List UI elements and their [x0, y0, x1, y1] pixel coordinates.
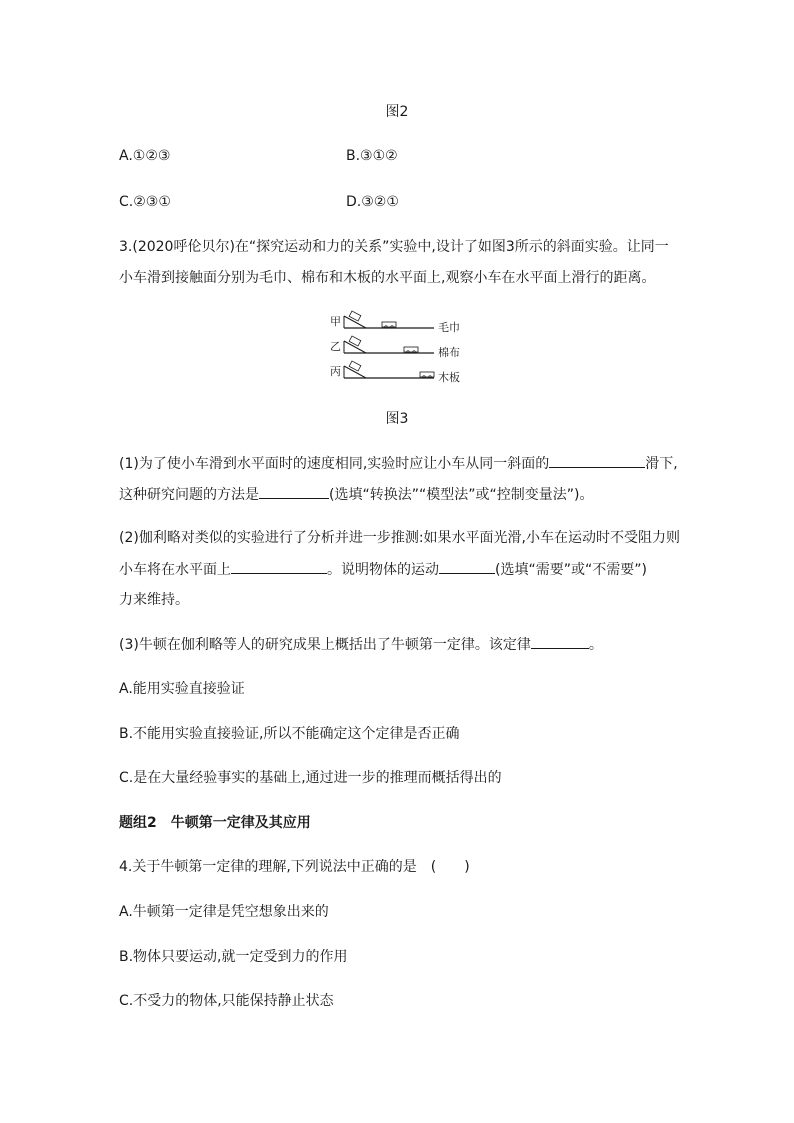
figure-3-diagram: [326, 312, 468, 388]
q3-part1-line2: [119, 484, 593, 505]
q3-part3-option-c: C.是在大量经验事实的基础上,通过进一步的推理而概括得出的: [119, 770, 502, 786]
answer-blank-slope-position[interactable]: [549, 453, 645, 468]
figure-3-caption: 图3: [385, 411, 409, 427]
q3-part1-line1: [119, 453, 678, 474]
q3-part2-text-a: 小车将在水平面上: [119, 562, 231, 578]
row-label-jia: 甲: [330, 315, 341, 328]
q3-part2-text-b: 。说明物体的运动: [327, 562, 439, 578]
incline-diagram-svg: [326, 312, 468, 388]
q3-part2-line1: (2)伽利略对类似的实验进行了分析并进一步推测:如果水平面光滑,小车在运动时不受阻力则: [119, 530, 680, 546]
answer-blank-method[interactable]: [259, 484, 329, 499]
q2-option-c: C.②③①: [119, 194, 171, 210]
surface-label-cotton: 棉布: [438, 346, 460, 359]
q3-part2-text-c: (选填“需要”或“不需要”): [495, 562, 647, 578]
incline-yi: [344, 336, 434, 353]
q3-part1-text-d: (选填“转换法”“模型法”或“控制变量法”)。: [329, 487, 594, 503]
answer-blank-motion[interactable]: [231, 559, 327, 574]
q3-stem-line2: 小车滑到接触面分别为毛巾、棉布和木板的水平面上,观察小车在水平面上滑行的距离。: [119, 270, 656, 286]
row-label-bing: 丙: [330, 365, 341, 378]
q2-option-d: D.③②①: [346, 194, 399, 210]
q3-part2-line2: [119, 559, 647, 580]
surface-label-towel: 毛巾: [438, 321, 460, 334]
cart-bing: [420, 372, 434, 377]
q3-part3-option-b: B.不能用实验直接验证,所以不能确定这个定律是否正确: [119, 726, 460, 742]
cart-jia: [382, 322, 396, 327]
q4-stem: 4.关于牛顿第一定律的理解,下列说法中正确的是 ( ): [119, 859, 470, 875]
incline-bing: [344, 361, 434, 378]
cart-yi: [404, 347, 418, 352]
q4-option-b: B.物体只要运动,就一定受到力的作用: [119, 949, 348, 965]
figure-2-caption: 图2: [385, 104, 409, 120]
q3-part2-line3: 力来维持。: [119, 592, 189, 608]
q2-option-b: B.③①②: [346, 148, 398, 164]
answer-blank-need-force[interactable]: [439, 559, 495, 574]
q3-part3-option-a: A.能用实验直接验证: [119, 681, 245, 697]
q4-option-c: C.不受力的物体,只能保持静止状态: [119, 993, 334, 1009]
incline-jia: [344, 311, 434, 328]
section-heading: 题组2 牛顿第一定律及其应用: [119, 815, 311, 831]
row-label-yi: 乙: [330, 340, 341, 353]
q3-part3-text-b: 。: [588, 637, 603, 653]
q3-stem-line1: 3.(2020呼伦贝尔)在“探究运动和力的关系”实验中,设计了如图3所示的斜面实验。让同一: [119, 239, 669, 255]
answer-blank-law[interactable]: [531, 634, 589, 649]
q3-part3-line: [119, 634, 603, 655]
q3-part1-text-a: (1)为了使小车滑到水平面时的速度相同,实验时应让小车从同一斜面的: [119, 456, 550, 472]
q3-part3-text-a: (3)牛顿在伽利略等人的研究成果上概括出了牛顿第一定律。该定律: [119, 637, 531, 653]
q3-part1-text-b: 滑下,: [645, 456, 678, 472]
q2-option-a: A.①②③: [119, 148, 171, 164]
q3-part1-text-c: 这种研究问题的方法是: [119, 487, 259, 503]
q4-option-a: A.牛顿第一定律是凭空想象出来的: [119, 904, 329, 920]
surface-label-wood: 木板: [438, 371, 460, 384]
